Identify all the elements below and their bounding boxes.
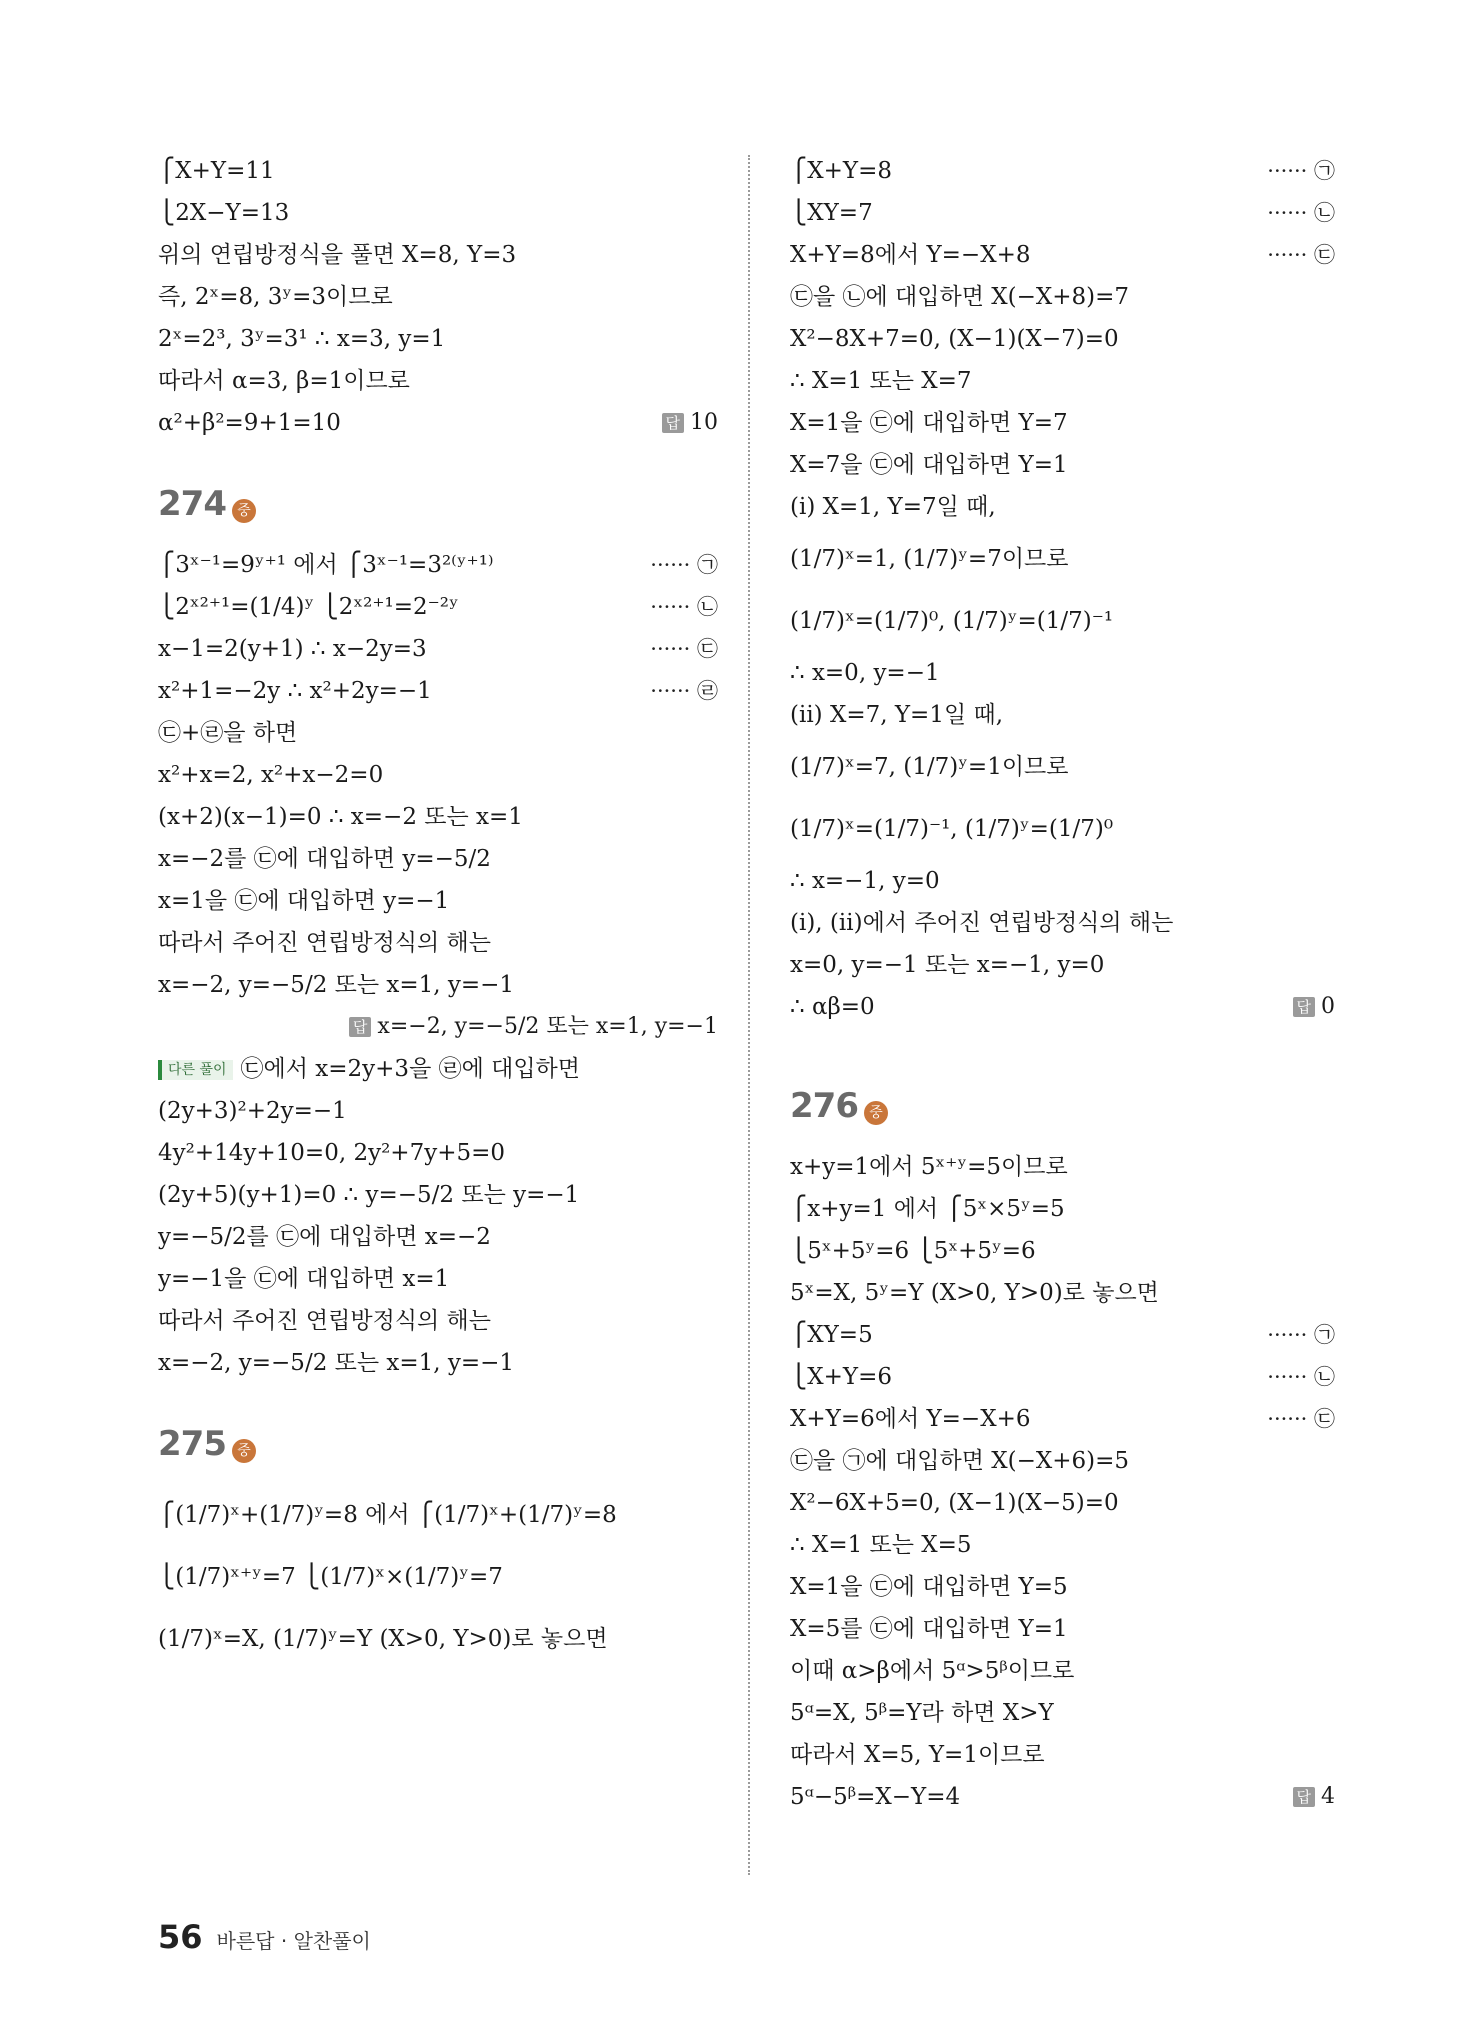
math-line: X=7을 ㉢에 대입하면 Y=1: [790, 452, 1068, 478]
math-line: x−1=2(y+1) ∴ x−2y=3 ······ ㉢: [158, 636, 718, 662]
math-line: X²−6X+5=0, (X−1)(X−5)=0: [790, 1490, 1119, 1516]
math-line: 따라서 주어진 연립방정식의 해는: [158, 1308, 491, 1334]
math-line: (1/7)ˣ=(1/7)⁻¹, (1/7)ʸ=(1/7)⁰: [790, 816, 1114, 842]
page-number: 56: [158, 1918, 203, 1956]
left-column: [158, 150, 718, 1670]
math-line: x=1을 ㉢에 대입하면 y=−1: [158, 888, 450, 914]
math-line: y=−5/2를 ㉢에 대입하면 x=−2: [158, 1224, 491, 1250]
answer-badge: 답: [1293, 1787, 1316, 1807]
math-line: X+Y=8에서 Y=−X+8 ······ ㉢: [790, 242, 1335, 268]
answer-line: [158, 1006, 718, 1048]
math-line: ∴ X=1 또는 X=7: [790, 368, 972, 394]
problem-number: 274: [158, 484, 226, 524]
math-line: 5ˣ=X, 5ʸ=Y (X>0, Y>0)로 놓으면: [790, 1280, 1159, 1306]
math-line: (2y+3)²+2y=−1: [158, 1098, 347, 1124]
math-line: x=−2, y=−5/2 또는 x=1, y=−1: [158, 1350, 515, 1376]
answer-mark: 답 x=−2, y=−5/2 또는 x=1, y=−1: [349, 1006, 718, 1048]
math-line: 5ᵅ=X, 5ᵝ=Y라 하면 X>Y: [790, 1700, 1054, 1726]
math-line: 5ᵅ−5ᵝ=X−Y=4 답 4: [790, 1776, 1335, 1818]
math-line: ⎧x+y=1 에서 ⎧5ˣ×5ʸ=5: [790, 1196, 1065, 1222]
problem-274-solution: [158, 544, 718, 1384]
math-line: ⎩XY=7 ······ ㉡: [790, 200, 1335, 226]
math-line: ⎧XY=5 ······ ㉠: [790, 1322, 1335, 1348]
math-line: (ⅰ) X=1, Y=7일 때,: [790, 494, 996, 520]
math-line: ㉢을 ㉠에 대입하면 X(−X+6)=5: [790, 1448, 1130, 1474]
level-badge: 중: [232, 1439, 256, 1463]
math-line: ⎩2ˣ²⁺¹=(1/4)ʸ ⎩2ˣ²⁺¹=2⁻²ʸ ······ ㉡: [158, 594, 718, 620]
problem-276-solution: [790, 1146, 1335, 1818]
math-line: (ⅱ) X=7, Y=1일 때,: [790, 702, 1004, 728]
problem-275-solution: [158, 1484, 718, 1670]
math-line: ㉢을 ㉡에 대입하면 X(−X+8)=7: [790, 284, 1130, 310]
math-line: (1/7)ˣ=(1/7)⁰, (1/7)ʸ=(1/7)⁻¹: [790, 608, 1114, 634]
math-line: 이때 α>β에서 5ᵅ>5ᵝ이므로: [790, 1658, 1075, 1684]
math-line: ⎩(1/7)ˣ⁺ʸ=7 ⎩(1/7)ˣ×(1/7)ʸ=7: [158, 1564, 503, 1590]
math-line: x=−2, y=−5/2 또는 x=1, y=−1: [158, 972, 515, 998]
page-footer: [158, 1918, 371, 1956]
math-line: ⎩X+Y=6 ······ ㉡: [790, 1364, 1335, 1390]
math-line: (1/7)ˣ=X, (1/7)ʸ=Y (X>0, Y>0)로 놓으면: [158, 1626, 608, 1652]
answer-badge: 답: [349, 1017, 372, 1037]
math-line: (2y+5)(y+1)=0 ∴ y=−5/2 또는 y=−1: [158, 1182, 580, 1208]
math-line: ⎧3ˣ⁻¹=9ʸ⁺¹ 에서 ⎧3ˣ⁻¹=3²⁽ʸ⁺¹⁾ ······ ㉠: [158, 552, 718, 578]
math-line: ∴ αβ=0 답 0: [790, 986, 1335, 1028]
answer-badge: 답: [1293, 997, 1316, 1017]
math-line: X=5를 ㉢에 대입하면 Y=1: [790, 1616, 1068, 1642]
math-line: (ⅰ), (ⅱ)에서 주어진 연립방정식의 해는: [790, 910, 1174, 936]
answer-mark: 답 4: [1293, 1776, 1336, 1818]
math-line: ⎩2X−Y=13: [158, 200, 290, 226]
math-line: (1/7)ˣ=7, (1/7)ʸ=1이므로: [790, 754, 1069, 780]
math-line: x²+1=−2y ∴ x²+2y=−1 ······ ㉣: [158, 678, 718, 704]
answer-mark: 답 0: [1293, 986, 1336, 1028]
math-line: 다른 풀이 ㉢에서 x=2y+3을 ㉣에 대입하면: [158, 1048, 718, 1090]
math-line: ㉢+㉣을 하면: [158, 720, 298, 746]
math-line: ⎧X+Y=11: [158, 158, 275, 184]
math-line: α²+β²=9+1=10 답 10: [158, 402, 718, 444]
math-line: 위의 연립방정식을 풀면 X=8, Y=3: [158, 242, 517, 268]
math-line: X²−8X+7=0, (X−1)(X−7)=0: [790, 326, 1119, 352]
math-line: 2ˣ=2³, 3ʸ=3¹ ∴ x=3, y=1: [158, 326, 446, 352]
math-line: x+y=1에서 5ˣ⁺ʸ=5이므로: [790, 1154, 1068, 1180]
math-line: X+Y=6에서 Y=−X+6 ······ ㉢: [790, 1406, 1335, 1432]
math-line: 따라서 주어진 연립방정식의 해는: [158, 930, 491, 956]
math-line: X=1을 ㉢에 대입하면 Y=5: [790, 1574, 1068, 1600]
math-line: ∴ x=0, y=−1: [790, 660, 940, 686]
math-line: 즉, 2ˣ=8, 3ʸ=3이므로: [158, 284, 393, 310]
math-line: y=−1을 ㉢에 대입하면 x=1: [158, 1266, 450, 1292]
alt-solution-label: 다른 풀이: [158, 1060, 233, 1080]
math-line: ⎩5ˣ+5ʸ=6 ⎩5ˣ+5ʸ=6: [790, 1238, 1036, 1264]
math-line: ⎧X+Y=8 ······ ㉠: [790, 158, 1335, 184]
answer-badge: 답: [662, 413, 685, 433]
column-divider: [748, 155, 750, 1875]
problem-276-header: [790, 1086, 1335, 1146]
math-line: 4y²+14y+10=0, 2y²+7y+5=0: [158, 1140, 505, 1166]
math-line: (x+2)(x−1)=0 ∴ x=−2 또는 x=1: [158, 804, 523, 830]
problem-number: 275: [158, 1424, 226, 1464]
right-column: [790, 150, 1335, 1818]
level-badge: 중: [232, 499, 256, 523]
math-line: ∴ X=1 또는 X=5: [790, 1532, 972, 1558]
math-line: X=1을 ㉢에 대입하면 Y=7: [790, 410, 1068, 436]
math-line: x=0, y=−1 또는 x=−1, y=0: [790, 952, 1105, 978]
problem-number: 276: [790, 1086, 858, 1126]
level-badge: 중: [864, 1101, 888, 1125]
book-section-label: 바른답 · 알찬풀이: [216, 1929, 371, 1953]
math-line: ⎧(1/7)ˣ+(1/7)ʸ=8 에서 ⎧(1/7)ˣ+(1/7)ʸ=8: [158, 1502, 617, 1528]
problem-274-header: [158, 484, 718, 544]
math-line: 따라서 X=5, Y=1이므로: [790, 1742, 1045, 1768]
intro-solution: [158, 150, 718, 444]
math-line: (1/7)ˣ=1, (1/7)ʸ=7이므로: [790, 546, 1069, 572]
problem-275-header: [158, 1424, 718, 1484]
math-line: x²+x=2, x²+x−2=0: [158, 762, 384, 788]
problem-275-continued: [790, 150, 1335, 1028]
math-line: ∴ x=−1, y=0: [790, 868, 940, 894]
math-line: 따라서 α=3, β=1이므로: [158, 368, 410, 394]
math-line: x=−2를 ㉢에 대입하면 y=−5/2: [158, 846, 491, 872]
answer-mark: 답 10: [662, 402, 719, 444]
